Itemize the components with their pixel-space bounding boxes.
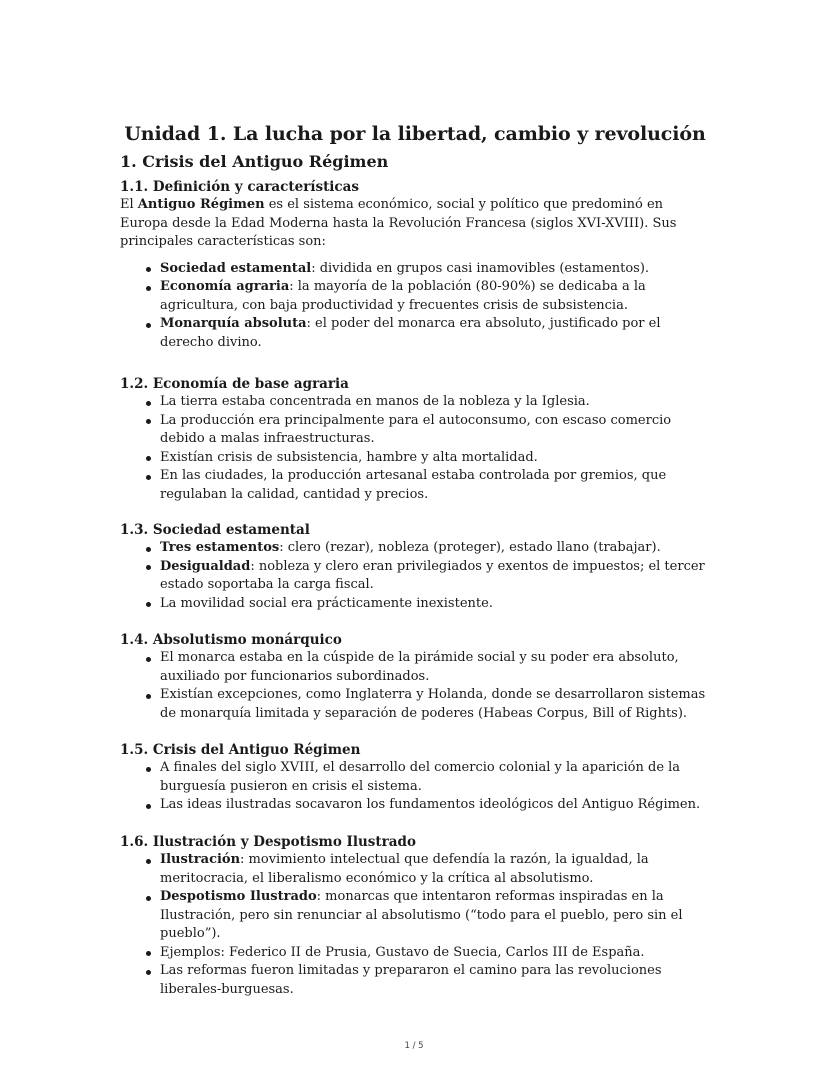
bullet-list [120,851,712,999]
list-item [120,649,712,686]
text-run: En las ciudades, la producción artesanal estaba controlada por gremios, que regulaban la calidad, cantidad y precios. [160,468,667,502]
list-item [120,393,712,412]
section-1-5 [120,741,712,815]
text-run: : movimiento intelectual que defendía la razón, la igualdad, la meritocracia, el liberalismo económico y la crítica al absolutismo. [160,852,649,886]
bullet-list [120,759,712,815]
text-run: Existían crisis de subsistencia, hambre y alta mortalidad. [160,449,538,465]
section-1-1 [120,178,712,352]
list-item [120,595,712,614]
section-heading: 1.6. Ilustración y Despotismo Ilustrado [120,834,416,850]
section-heading: 1.5. Crisis del Antiguo Régimen [120,742,361,758]
list-item [120,412,712,449]
section-1-6 [120,833,712,999]
section-1-3 [120,521,712,613]
text-run: El [120,197,138,212]
bullet-list [120,649,712,723]
bullet-list [120,539,712,613]
bullet-list [120,260,712,353]
list-item [120,278,712,315]
list-item [120,539,712,558]
text-run: es el sistema económico, social y político que predominó en Europa desde la Edad Moderna hasta la Revolución Francesa (siglos XVI-XVIII). Sus principales características son: [120,197,677,249]
bold-term: Ilustración [160,852,241,867]
bold-term: Sociedad estamental [160,260,312,276]
section-1-4 [120,631,712,723]
list-item [120,315,712,352]
list-item [120,851,712,888]
list-item [120,558,712,595]
bold-term: Economía agraria [160,279,290,294]
text-run: : el poder del monarca era absoluto, justificado por el derecho divino. [160,316,661,350]
text-run: Existían excepciones, como Inglaterra y Holanda, donde se desarrollaron sistemas de monarquía limitada y separación de poderes (Habeas Corpus, Bill of Rights). [160,687,706,721]
document-title: Unidad 1. La lucha por la libertad, cambio y revolución [124,123,706,145]
text-run: La movilidad social era prácticamente inexistente. [160,595,493,611]
text-run: Las reformas fueron limitadas y prepararon el camino para las revoluciones liberales-burguesas. [160,963,662,997]
page-number: 1 / 5 [404,1041,424,1051]
list-item [120,759,712,796]
text-run: : la mayoría de la población (80-90%) se dedicaba a la agricultura, con baja productividad y frecuentes crisis de subsistencia. [160,279,646,313]
bold-term: Monarquía absoluta [160,316,307,331]
list-item [120,888,712,944]
section-heading: 1.3. Sociedad estamental [120,522,310,538]
list-item [120,449,712,468]
text-run: El monarca estaba en la cúspide de la pirámide social y su poder era absoluto, auxiliado por funcionarios subordinados. [160,650,679,684]
list-item [120,944,712,963]
list-item [120,467,712,504]
text-run: La tierra estaba concentrada en manos de la nobleza y la Iglesia. [160,394,590,409]
section-heading: 1.2. Economía de base agraria [120,376,349,392]
bold-term: Despotismo Ilustrado [160,889,317,904]
text-run: Las ideas ilustradas socavaron los fundamentos ideológicos del Antiguo Régimen. [160,797,701,812]
bold-term: Desigualdad [160,558,251,574]
section-intro [120,196,710,252]
text-run: : clero (rezar), nobleza (proteger), estado llano (trabajar). [279,540,661,555]
text-run: : nobleza y clero eran privilegiados y exentos de impuestos; el tercer estado soportaba la carga fiscal. [160,558,705,592]
chapter-heading: 1. Crisis del Antiguo Régimen [120,152,389,171]
text-run: : dividida en grupos casi inamovibles (estamentos). [311,260,650,276]
bullet-list [120,393,712,504]
list-item [120,260,712,279]
section-1-2 [120,375,712,504]
text-run: La producción era principalmente para el autoconsumo, con escaso comercio debido a malas infraestructuras. [160,412,672,446]
bold-term: Tres estamentos [160,540,280,555]
text-run: Ejemplos: Federico II de Prusia, Gustavo de Suecia, Carlos III de España. [160,944,645,960]
list-item [120,962,712,999]
section-heading: 1.4. Absolutismo monárquico [120,632,342,648]
text-run: A finales del siglo XVIII, el desarrollo del comercio colonial y la aparición de la burguesía pusieron en crisis el sistema. [160,760,681,794]
text-run: : monarcas que intentaron reformas inspiradas en la Ilustración, pero sin renunciar al absolutismo (“todo para el pueblo, pero sin el pueblo”). [160,889,683,941]
section-heading: 1.1. Definición y características [120,179,359,195]
list-item [120,686,712,723]
bold-term: Antiguo Régimen [137,197,265,212]
list-item [120,796,712,815]
